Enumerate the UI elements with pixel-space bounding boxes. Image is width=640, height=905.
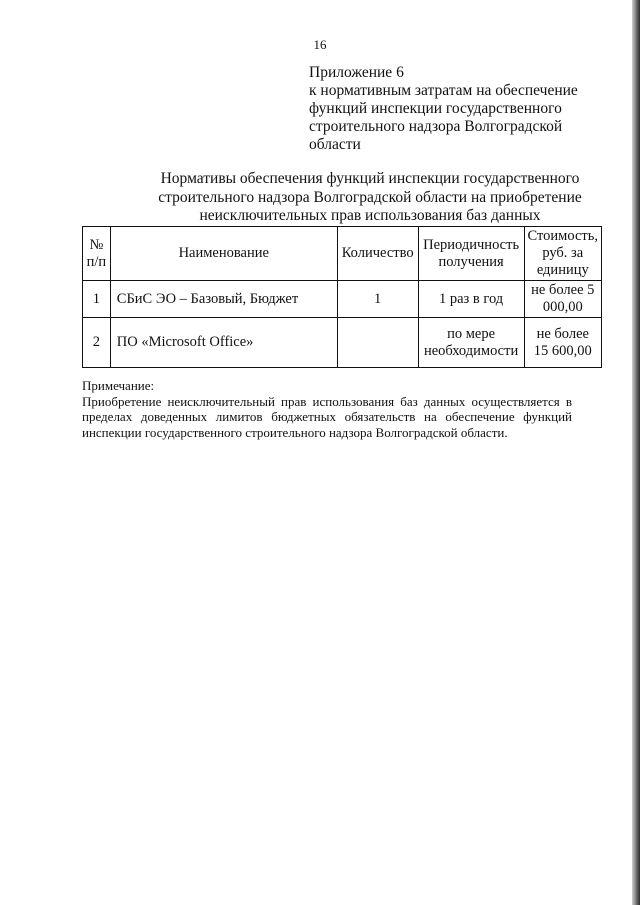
header-periodicity: Периодичность получения — [418, 227, 524, 281]
appendix-line: области — [309, 136, 361, 153]
scan-edge — [632, 0, 640, 905]
cell-periodicity: 1 раз в год — [418, 281, 524, 318]
header-quantity: Количество — [337, 227, 418, 281]
appendix-line: строительного надзора Волгоградской — [309, 118, 563, 135]
appendix-line: Приложение 6 — [309, 64, 404, 81]
header-cost: Стоимость, руб. за единицу — [524, 227, 601, 281]
norms-table — [82, 226, 602, 368]
title-line: Нормативы обеспечения функций инспекции государственного — [160, 170, 580, 187]
cell-cost: не более 5 000,00 — [524, 281, 601, 318]
header-num: № п/п — [83, 227, 111, 281]
table-row — [83, 318, 602, 368]
cell-quantity — [337, 318, 418, 368]
page-number: 16 — [313, 37, 327, 52]
table-header-row — [83, 227, 602, 281]
note-label: Примечание: — [82, 378, 155, 393]
note-block — [82, 378, 572, 440]
header-name: Наименование — [110, 227, 337, 281]
cell-num: 1 — [83, 281, 111, 318]
cell-name: СБиС ЭО – Базовый, Бюджет — [110, 281, 337, 318]
note-text: Приобретение неисключительный прав использования баз данных осуществляется в пределах доведенных лимитов бюджетных обязательств на обеспечение функций инспекции государственного строительного надзора Волгоградской области. — [82, 393, 572, 440]
title-line: строительного надзора Волгоградской области на приобретение — [158, 188, 582, 206]
cell-periodicity: по мере необходимости — [418, 318, 524, 368]
document-title — [40, 170, 640, 226]
cell-name: ПО «Microsoft Office» — [110, 318, 337, 368]
cell-num: 2 — [83, 318, 111, 368]
title-line: неисключительных прав использования баз данных — [199, 207, 541, 224]
appendix-line: функций инспекции государственного — [309, 100, 562, 117]
cell-quantity: 1 — [337, 281, 418, 318]
appendix-header — [309, 64, 609, 154]
appendix-line: к нормативным затратам на обеспечение — [309, 82, 578, 99]
cell-cost: не более 15 600,00 — [524, 318, 601, 368]
table-row — [83, 281, 602, 318]
